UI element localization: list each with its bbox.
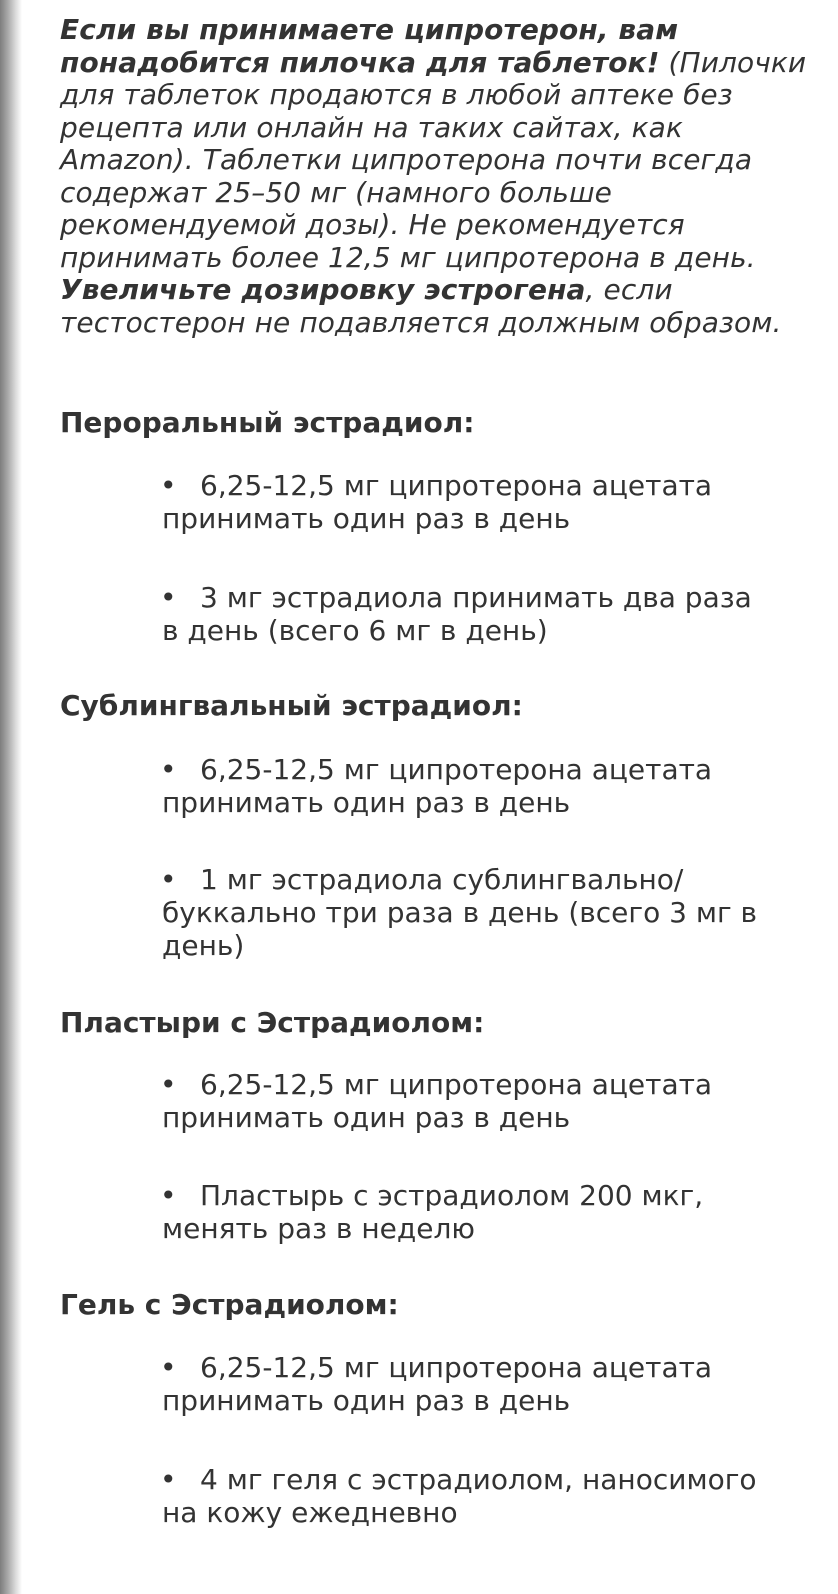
list-item (162, 581, 762, 647)
list-item (162, 753, 762, 819)
bullet-icon: • (160, 1351, 177, 1384)
list-item-text: 4 мг геля с эстрадиолом, наносимого на кожу ежедневно (162, 1463, 757, 1529)
list-item-text: 6,25-12,5 мг ципротерона ацетата принимать один раз в день (162, 1068, 713, 1134)
left-edge-shadow (0, 0, 22, 1594)
intro-text-2: , если тестостерон не подавляется должным образом. (60, 273, 782, 339)
section-sublingual-list (60, 753, 820, 819)
section-patches-list-2 (60, 1179, 820, 1245)
list-item (162, 1179, 762, 1245)
section-heading: Пластыри с Эстрадиолом: (60, 1006, 485, 1039)
section-oral-estradiol (60, 406, 820, 440)
intro-bold-mid: Увеличьте дозировку эстрогена (60, 273, 586, 306)
section-estradiol-gel (60, 1288, 820, 1322)
list-item-text: 6,25-12,5 мг ципротерона ацетата принимать один раз в день (162, 753, 713, 819)
section-sublingual-estradiol (60, 689, 820, 723)
list-item (162, 863, 762, 962)
section-oral-list-2 (60, 581, 820, 647)
section-heading: Гель с Эстрадиолом: (60, 1288, 399, 1321)
bullet-icon: • (160, 753, 177, 786)
list-item (162, 1068, 762, 1134)
bullet-icon: • (160, 1463, 177, 1496)
intro-paragraph (60, 14, 820, 339)
article-content (60, 13, 820, 1529)
section-patches-list (60, 1068, 820, 1134)
list-item (162, 1463, 762, 1529)
bullet-icon: • (160, 581, 177, 614)
bullet-icon: • (160, 1068, 177, 1101)
list-item-text: 3 мг эстрадиола принимать два раза в день (всего 6 мг в день) (162, 581, 752, 647)
bullet-icon: • (160, 469, 177, 502)
section-estradiol-patches (60, 1006, 820, 1040)
list-item (162, 1351, 762, 1417)
list-item (162, 469, 762, 535)
intro-bold-lead: Если вы принимаете ципротерон, вам понадобится пилочка для таблеток! (60, 13, 679, 79)
section-heading: Пероральный эстрадиол: (60, 406, 475, 439)
section-heading: Сублингвальный эстрадиол: (60, 689, 523, 722)
section-gel-list-2 (60, 1463, 820, 1529)
section-sublingual-list-2 (60, 863, 820, 962)
list-item-text: Пластырь с эстрадиолом 200 мкг, менять раз в неделю (162, 1179, 704, 1245)
intro-text-1: (Пилочки для таблеток продаются в любой аптеке без рецепта или онлайн на таких сайтах, как Amazon). Таблетки ципротерона почти всегда содержат 25–50 мг (намного больше рекомендуемой дозы). Не рекомендуется принимать более 12,5 мг ципротерона в день. (60, 45, 807, 274)
bullet-icon: • (160, 1179, 177, 1212)
section-oral-list (60, 469, 820, 535)
bullet-icon: • (160, 863, 177, 896)
list-item-text: 6,25-12,5 мг ципротерона ацетата принимать один раз в день (162, 1351, 713, 1417)
list-item-text: 1 мг эстрадиола сублингвально/буккально три раза в день (всего 3 мг в день) (162, 863, 758, 962)
list-item-text: 6,25-12,5 мг ципротерона ацетата принимать один раз в день (162, 469, 713, 535)
section-gel-list (60, 1351, 820, 1417)
